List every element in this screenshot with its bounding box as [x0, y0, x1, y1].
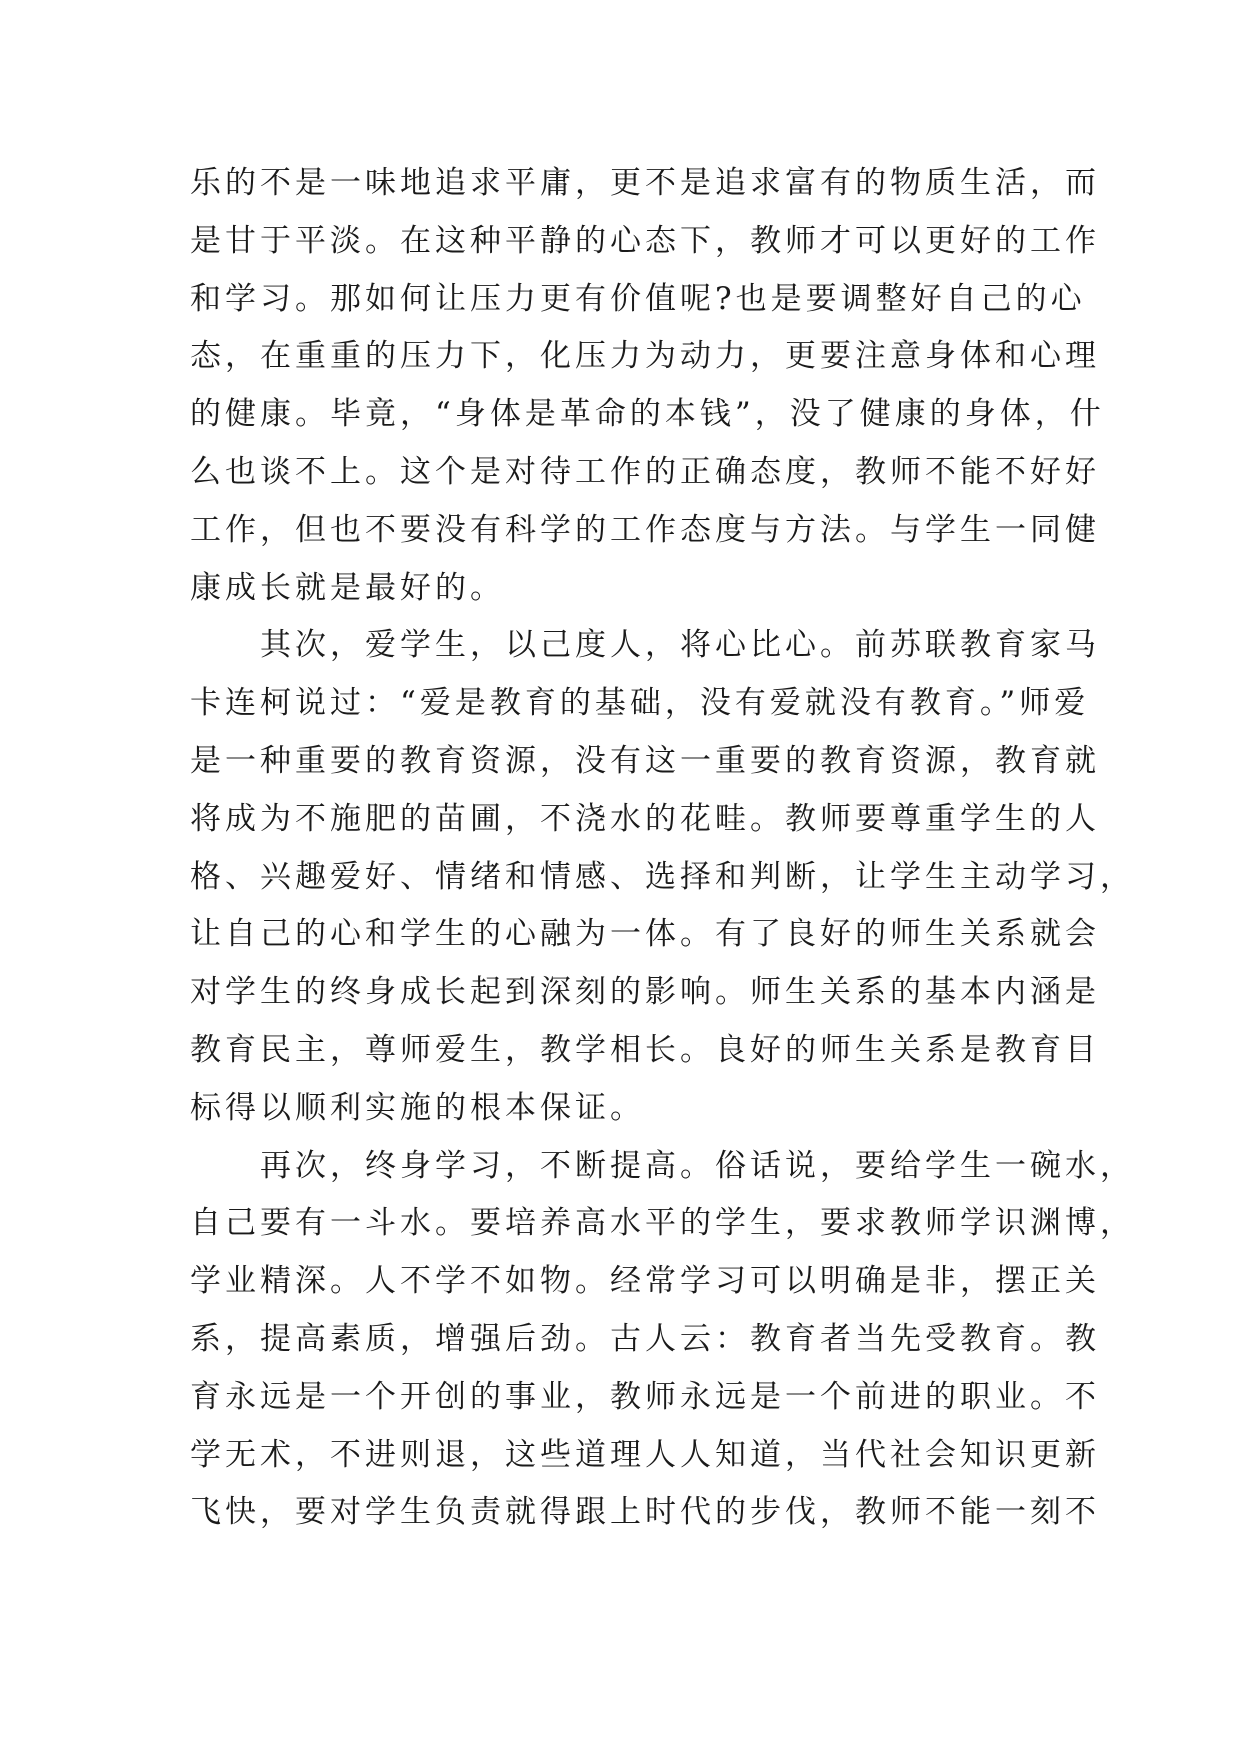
text-line: 么也谈不上。这个是对待工作的正确态度，教师不能不好好: [190, 453, 1100, 490]
text-line: 康成长就是最好的。: [190, 569, 505, 606]
text-line: 学无术，不进则退，这些道理人人知道，当代社会知识更新: [190, 1436, 1100, 1473]
paragraph-first-line: 其次，爱学生，以己度人，将心比心。前苏联教育家马: [260, 627, 1100, 664]
text-line: 教育民主，尊师爱生，教学相长。良好的师生关系是教育目: [190, 1031, 1100, 1068]
text-line: 让自己的心和学生的心融为一体。有了良好的师生关系就会: [190, 916, 1100, 953]
text-line: 学业精深。人不学不如物。经常学习可以明确是非，摆正关: [190, 1263, 1100, 1300]
text-line: 工作，但也不要没有科学的工作态度与方法。与学生一同健: [190, 511, 1100, 548]
text-line: 和学习。那如何让压力更有价值呢?也是要调整好自己的心: [190, 280, 1086, 317]
text-line: 格、兴趣爱好、情绪和情感、选择和判断，让学生主动学习，: [190, 858, 1135, 895]
text-line: 系，提高素质，增强后劲。古人云：教育者当先受教育。教: [190, 1320, 1100, 1357]
text-line: 态，在重重的压力下，化压力为动力，更要注意身体和心理: [190, 338, 1100, 375]
text-line: 飞快，要对学生负责就得跟上时代的步伐，教师不能一刻不: [190, 1494, 1100, 1531]
text-line: 将成为不施肥的苗圃，不浇水的花畦。教师要尊重学生的人: [190, 800, 1100, 837]
text-line: 标得以顺利实施的根本保证。: [190, 1089, 645, 1126]
document-body: [190, 155, 1135, 1542]
text-line: 对学生的终身成长起到深刻的影响。师生关系的基本内涵是: [190, 974, 1100, 1011]
paragraph-first-line: 再次，终身学习，不断提高。俗话说，要给学生一碗水，: [260, 1147, 1135, 1184]
text-line: 卡连柯说过：“爱是教育的基础，没有爱就没有教育。”师爱: [190, 685, 1090, 722]
text-line: 是甘于平淡。在这种平静的心态下，教师才可以更好的工作: [190, 222, 1100, 259]
text-line: 是一种重要的教育资源，没有这一重要的教育资源，教育就: [190, 742, 1100, 779]
text-line: 乐的不是一味地追求平庸，更不是追求富有的物质生活，而: [190, 165, 1100, 201]
text-line: 自己要有一斗水。要培养高水平的学生，要求教师学识渊博，: [190, 1205, 1135, 1242]
text-line: 育永远是一个开创的事业，教师永远是一个前进的职业。不: [190, 1378, 1100, 1415]
text-line: 的健康。毕竟，“身体是革命的本钱”，没了健康的身体，什: [190, 396, 1105, 433]
